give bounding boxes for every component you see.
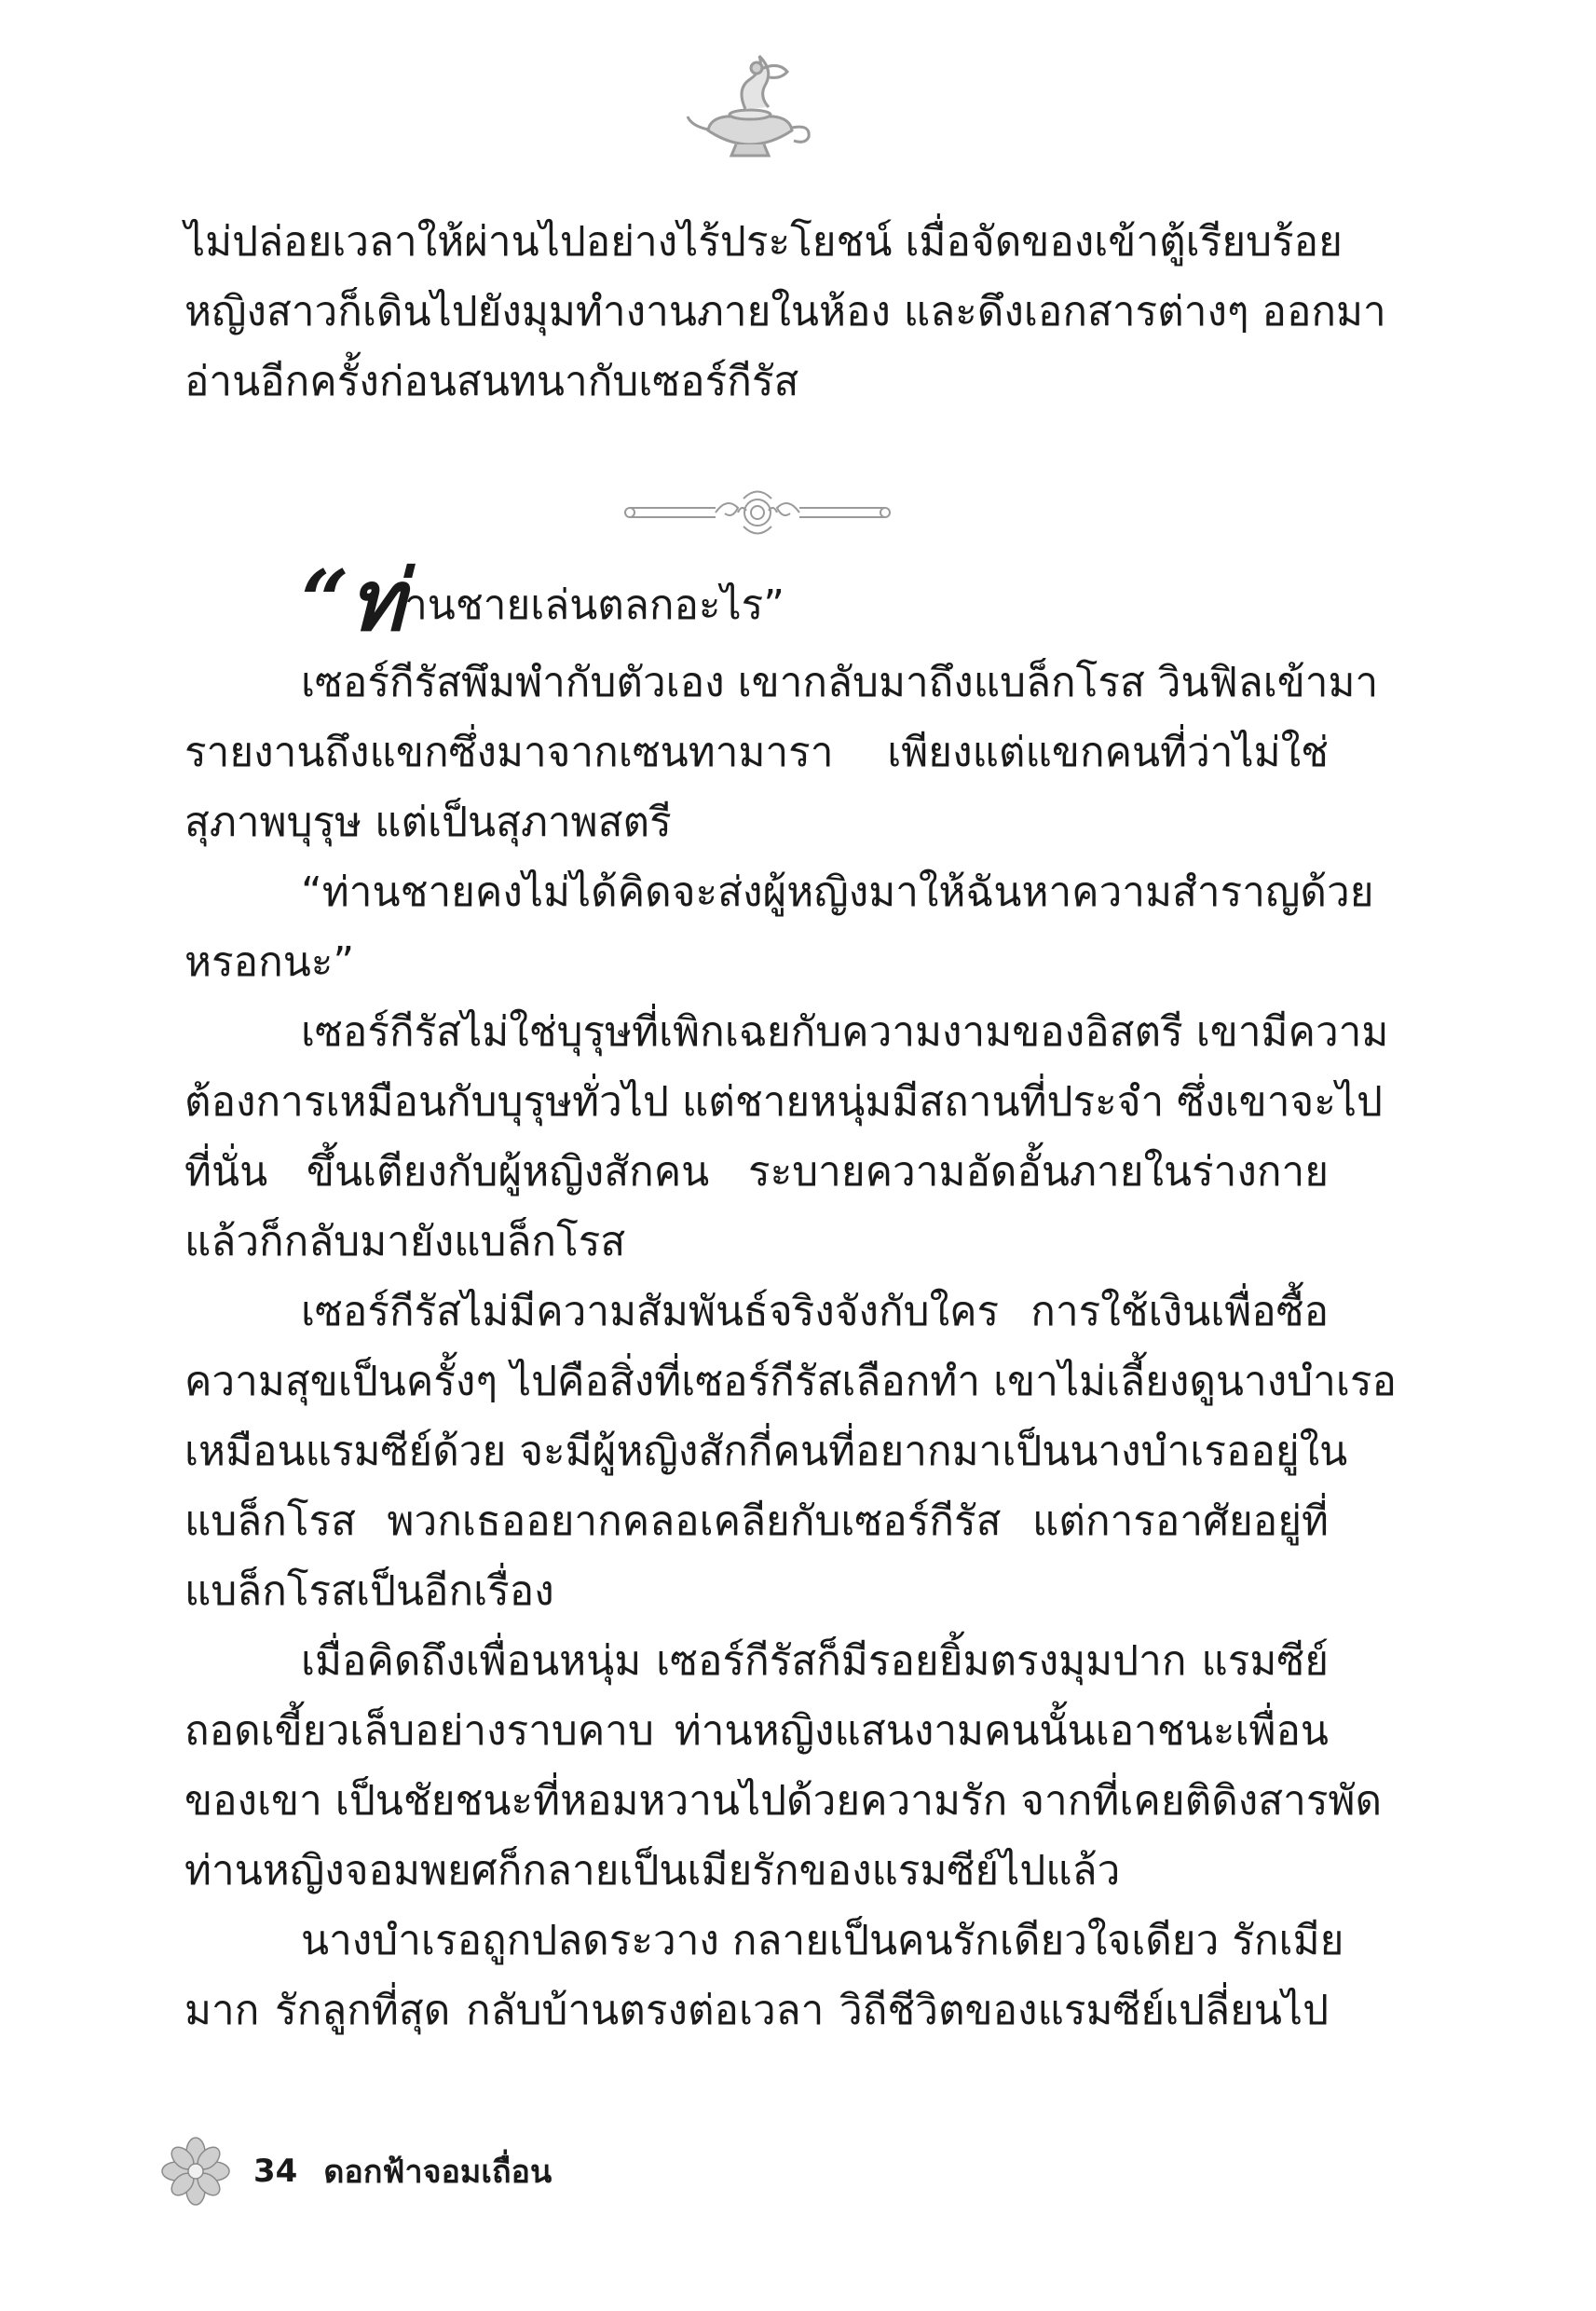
text-line: เซอร์กีรัสไม่มีความสัมพันธ์จริงจังกับใคร การใช้เงินเพื่อซื้อ bbox=[301, 1288, 1329, 1335]
text-line: เซอร์กีรัสพึมพำกับตัวเอง เขากลับมาถึงแบล็กโรส วินฟิลเข้ามา bbox=[301, 659, 1379, 706]
text-line: มาก รักลูกที่สุด กลับบ้านตรงต่อเวลา วิถีชีวิตของแรมซีย์เปลี่ยนไป bbox=[184, 1987, 1329, 2034]
text-line: แบล็กโรสเป็นอีกเรื่อง bbox=[184, 1567, 554, 1615]
text-line: อ่านอีกครั้งก่อนสนทนากับเซอร์กีรัส bbox=[184, 358, 799, 405]
text-line: ถอดเขี้ยวเล็บอย่างราบคาบ ท่านหญิงแสนงามคนนั้นเอาชนะเพื่อน bbox=[184, 1707, 1329, 1755]
text-line: เมื่อคิดถึงเพื่อนหนุ่ม เซอร์กีรัสก็มีรอยยิ้มตรงมุมปาก แรมซีย์ bbox=[301, 1637, 1329, 1685]
text-line: ที่นั่น ขึ้นเตียงกับผู้หญิงสักคน ระบายความอัดอั้นภายในร่างกาย bbox=[184, 1148, 1329, 1196]
text-line: เซอร์กีรัสไม่ใช่บุรุษที่เพิกเฉยกับความงามของอิสตรี เขามีความ bbox=[301, 1008, 1389, 1056]
text-line: แล้วก็กลับมายังแบล็กโรส bbox=[184, 1218, 626, 1265]
text-line: แบล็กโรส พวกเธออยากคลอเคลียกับเซอร์กีรัส แต่การอาศัยอยู่ที่ bbox=[184, 1497, 1329, 1545]
text-line: หรอกนะ” bbox=[184, 938, 355, 986]
text-line: ความสุขเป็นครั้งๆ ไปคือสิ่งที่เซอร์กีรัสเลือกทำ เขาไม่เลี้ยงดูนางบำเรอ bbox=[184, 1358, 1397, 1405]
page-footer bbox=[158, 2134, 811, 2208]
text-line: สุภาพบุรุษ แต่เป็นสุภาพสตรี bbox=[184, 799, 672, 846]
text-line: นางบำเรอถูกปลดระวาง กลายเป็นคนรักเดียวใจเดียว รักเมีย bbox=[301, 1917, 1344, 1964]
text-line: ของเขา เป็นชัยชนะที่หอมหวานไปด้วยความรัก จากที่เคยติดิงสารพัด bbox=[184, 1777, 1383, 1825]
genie-lamp-icon bbox=[680, 51, 820, 163]
scene-divider-ornament bbox=[622, 480, 893, 545]
text-line: ต้องการเหมือนกับบุรุษทั่วไป แต่ชายหนุ่มมีสถานที่ประจำ ซึ่งเขาจะไป bbox=[184, 1078, 1383, 1126]
chapter-opening-line bbox=[184, 552, 1329, 650]
text-line: ท่านหญิงจอมพยศก็กลายเป็นเมียรักของแรมซีย์ไปแล้ว bbox=[184, 1847, 1121, 1894]
body-lines bbox=[184, 648, 1397, 2045]
text-line: เหมือนแรมซีย์ด้วย จะมีผู้หญิงสักกี่คนที่อยากมาเป็นนางบำเรออยู่ใน bbox=[184, 1428, 1348, 1475]
text-line: รายงานถึงแขกซึ่งมาจากเซนทามารา เพียงแต่แขกคนที่ว่าไม่ใช่ bbox=[184, 729, 1329, 776]
page-number: 34 bbox=[253, 2153, 298, 2190]
flower-icon bbox=[158, 2134, 233, 2208]
text-line: ไม่ปล่อยเวลาให้ผ่านไปอย่างไร้ประโยชน์ เมื่อจัดของเข้าตู้เรียบร้อย bbox=[184, 218, 1343, 266]
opening-line-text: านชายเล่นตลกอะไร” bbox=[404, 581, 785, 629]
main-body bbox=[184, 552, 1397, 2045]
text-line: “ท่านชายคงไม่ได้คิดจะส่งผู้หญิงมาให้ฉันหาความสำราญด้วย bbox=[301, 868, 1374, 916]
top-paragraph bbox=[184, 207, 1386, 417]
book-title: ดอกฟ้าจอมเถื่อน bbox=[323, 2154, 552, 2191]
drop-cap: “ท่ bbox=[301, 552, 405, 650]
text-line: หญิงสาวก็เดินไปยังมุมทำงานภายในห้อง และดึงเอกสารต่างๆ ออกมา bbox=[184, 288, 1386, 335]
